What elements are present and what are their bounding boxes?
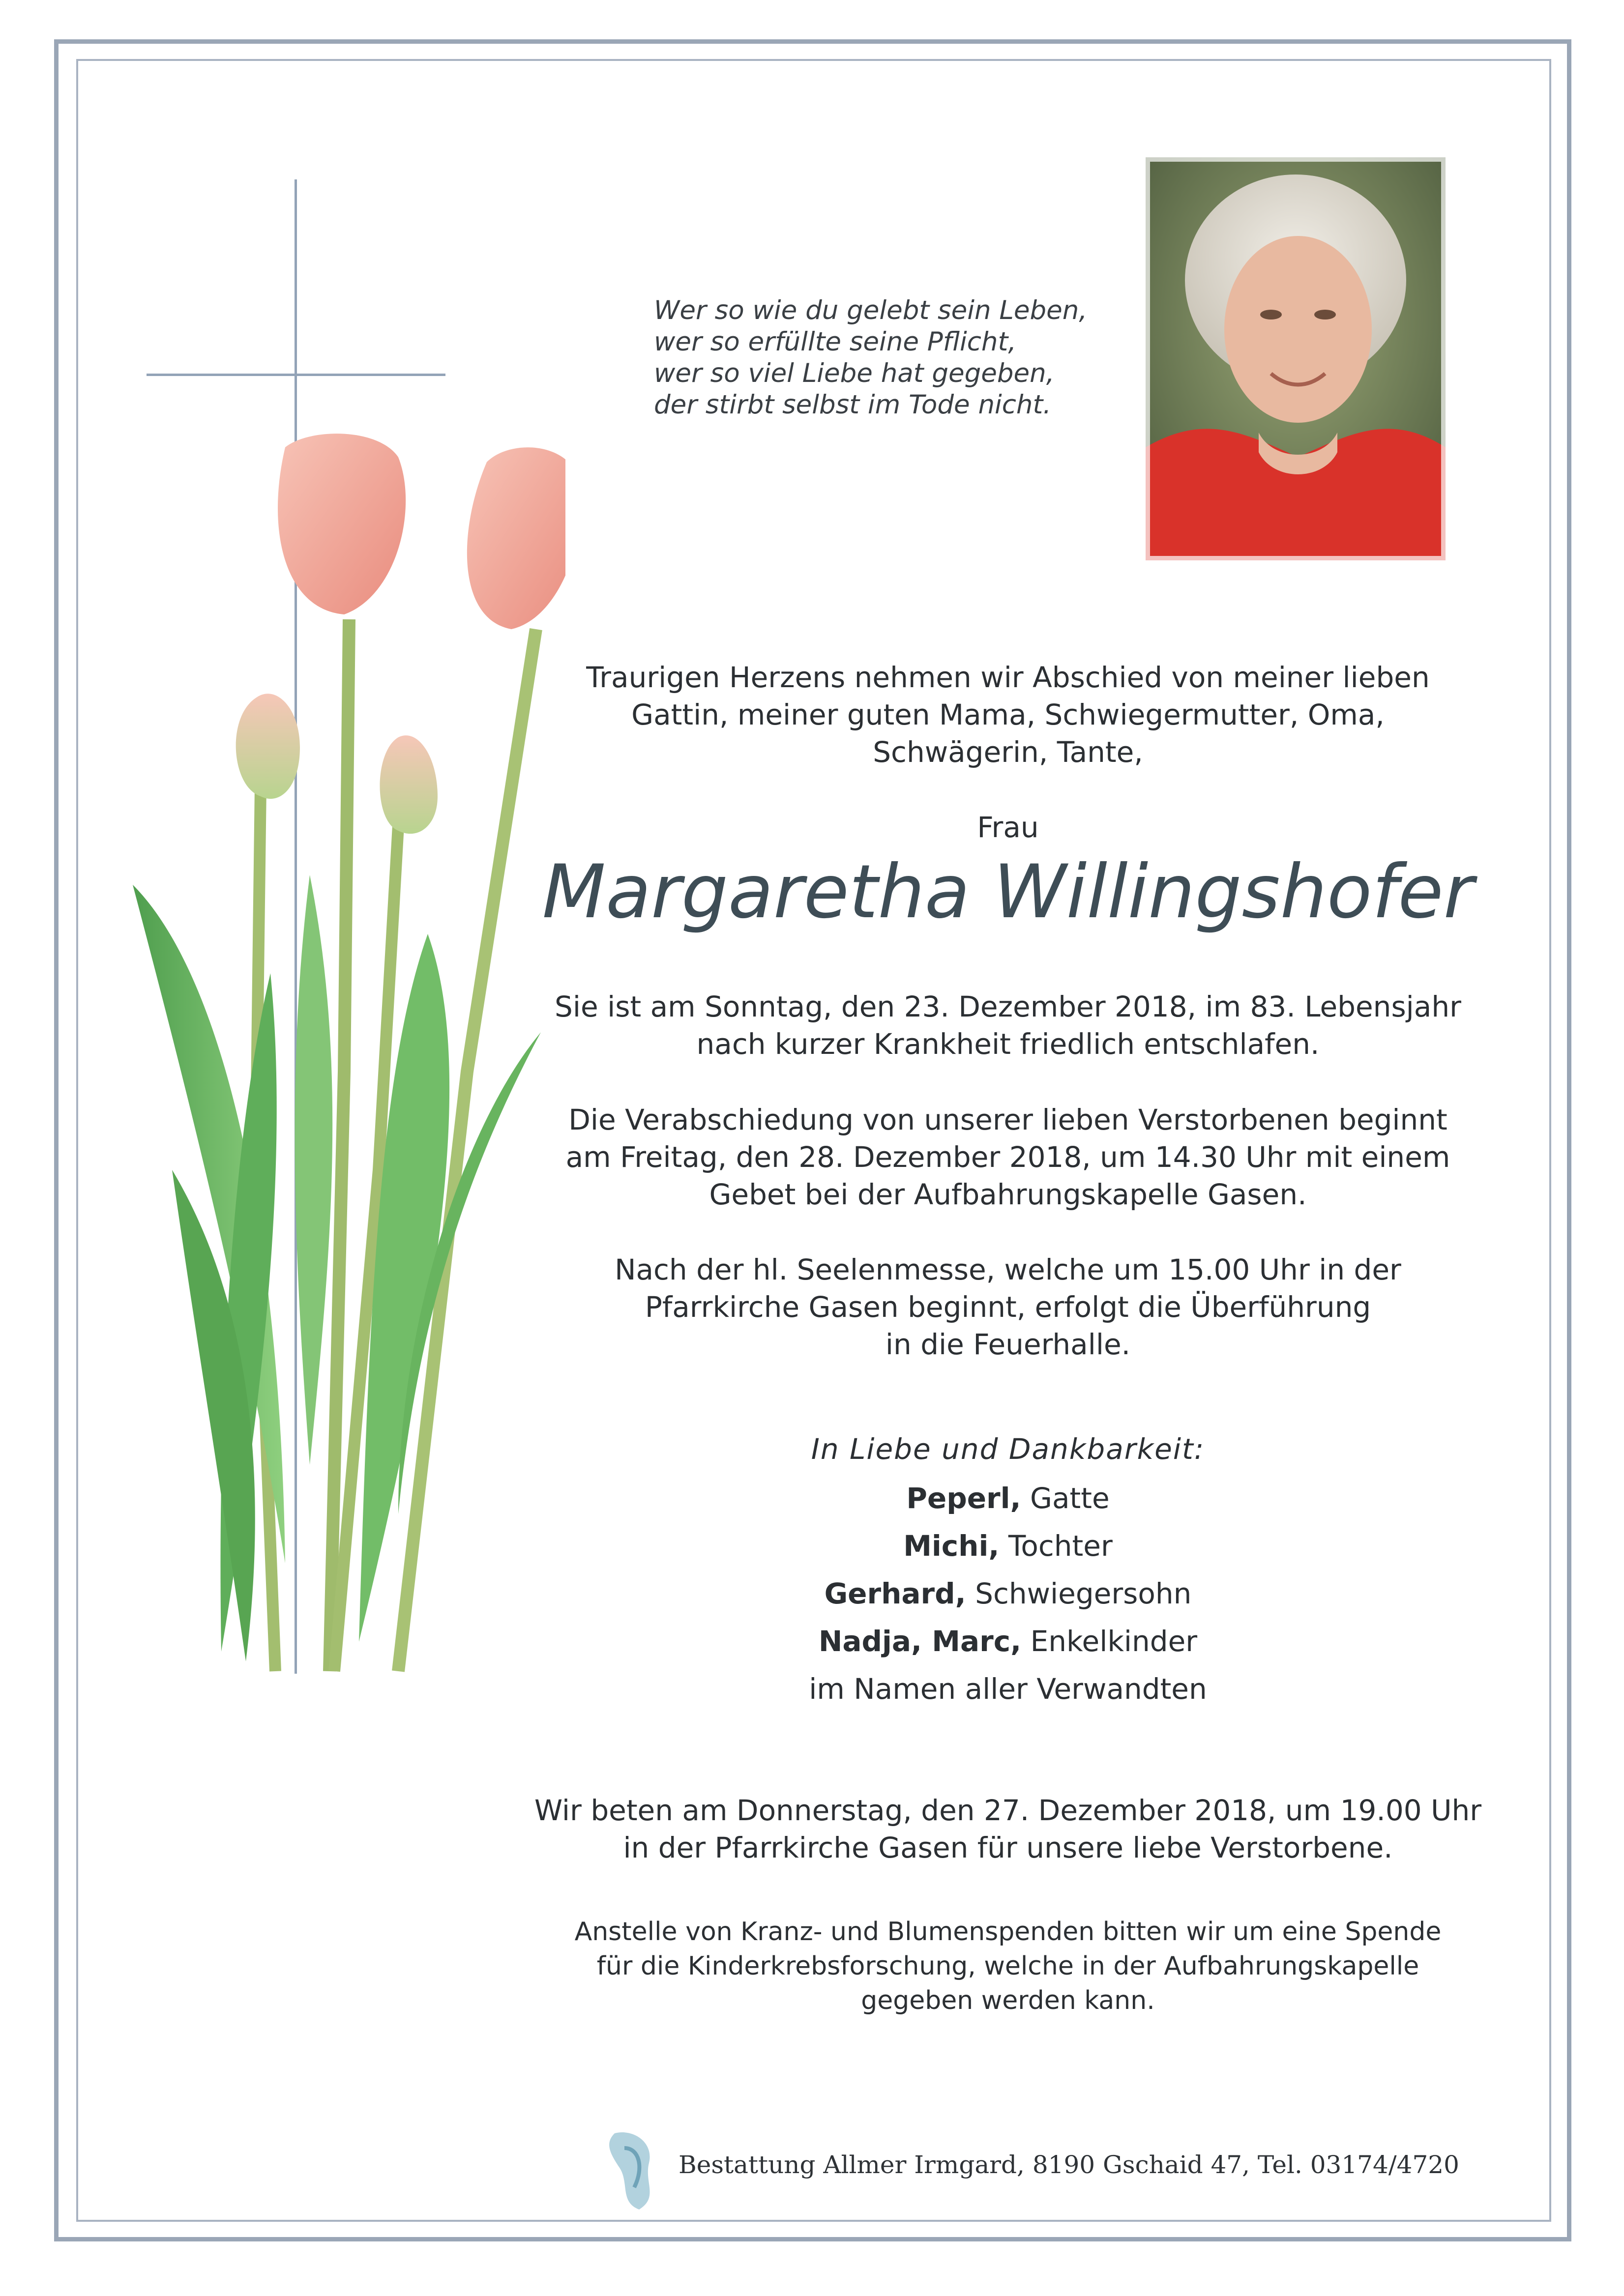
mourner-relation: Gatte [1030,1482,1110,1515]
prayer-notice [492,1792,1524,1866]
donation-line: Anstelle von Kranz- und Blumenspenden bitten wir um eine Spende [574,1917,1442,1947]
quote-line: wer so viel Liebe hat gegeben, [654,358,1055,388]
donation-line: gegeben werden kann. [861,1986,1155,2015]
mourners-closing: im Namen aller Verwandten [809,1672,1207,1706]
funeral-home-contact: Bestattung Allmer Irmgard, 8190 Gschaid 47, Tel. 03174/4720 [679,2151,1459,2179]
salutation: Frau [977,811,1039,844]
mass-details [492,1251,1524,1363]
cross-horizontal-beam [147,374,445,376]
mourner-entry [492,1575,1524,1612]
passing-line: nach kurzer Krankheit friedlich entschlafen. [696,1027,1320,1061]
farewell-intro [492,659,1524,771]
farewell-line: Gebet bei der Aufbahrungskapelle Gasen. [709,1178,1307,1211]
mourner-relation: Schwiegersohn [975,1577,1192,1610]
mass-line: Nach der hl. Seelenmesse, welche um 15.00 Uhr in der [615,1253,1401,1286]
farewell-line: am Freitag, den 28. Dezember 2018, um 14.30 Uhr mit einem [565,1140,1450,1174]
mourner-names: Michi, [903,1529,1000,1563]
mass-line: in die Feuerhalle. [885,1328,1131,1361]
passing-notice [492,988,1524,1063]
mourner-relation: Enkelkinder [1030,1625,1198,1658]
farewell-line: Die Verabschiedung von unserer lieben Verstorbenen beginnt [568,1103,1447,1136]
mass-line: Pfarrkirche Gasen beginnt, erfolgt die Überführung [645,1290,1371,1324]
mourner-entry [492,1623,1524,1660]
prayer-line: Wir beten am Donnerstag, den 27. Dezember 2018, um 19.00 Uhr [534,1794,1482,1827]
intro-line: Gattin, meiner guten Mama, Schwiegermutter, Oma, [631,698,1385,731]
quote-line: der stirbt selbst im Tode nicht. [654,390,1052,420]
quote-line: Wer so wie du gelebt sein Leben, [654,295,1088,325]
intro-line: Traurigen Herzens nehmen wir Abschied von meiner lieben [586,661,1430,694]
quote-line: wer so erfüllte seine Pflicht, [654,327,1017,357]
mourner-entry [492,1480,1524,1517]
donation-line: für die Kinderkrebsforschung, welche in der Aufbahrungskapelle [596,1951,1419,1981]
funeral-home-logo-icon [605,2128,664,2212]
portrait-photo [1146,157,1446,560]
mourner-relation: Tochter [1008,1529,1113,1563]
prayer-line: in der Pfarrkirche Gasen für unsere liebe Verstorbene. [623,1831,1393,1864]
passing-line: Sie ist am Sonntag, den 23. Dezember 2018, im 83. Lebensjahr [555,990,1461,1023]
mourner-names: Peperl, [906,1482,1021,1515]
deceased-name: Margaretha Willingshofer [542,849,1474,935]
donation-notice [492,1915,1524,2018]
mourner-names: Nadja, Marc, [818,1625,1022,1658]
intro-line: Schwägerin, Tante, [873,735,1143,769]
memorial-quote [654,295,1096,421]
mourner-entry [492,1527,1524,1565]
farewell-details [492,1101,1524,1213]
mourner-names: Gerhard, [824,1577,966,1610]
mourners-title: In Liebe und Dankbarkeit: [811,1432,1205,1466]
